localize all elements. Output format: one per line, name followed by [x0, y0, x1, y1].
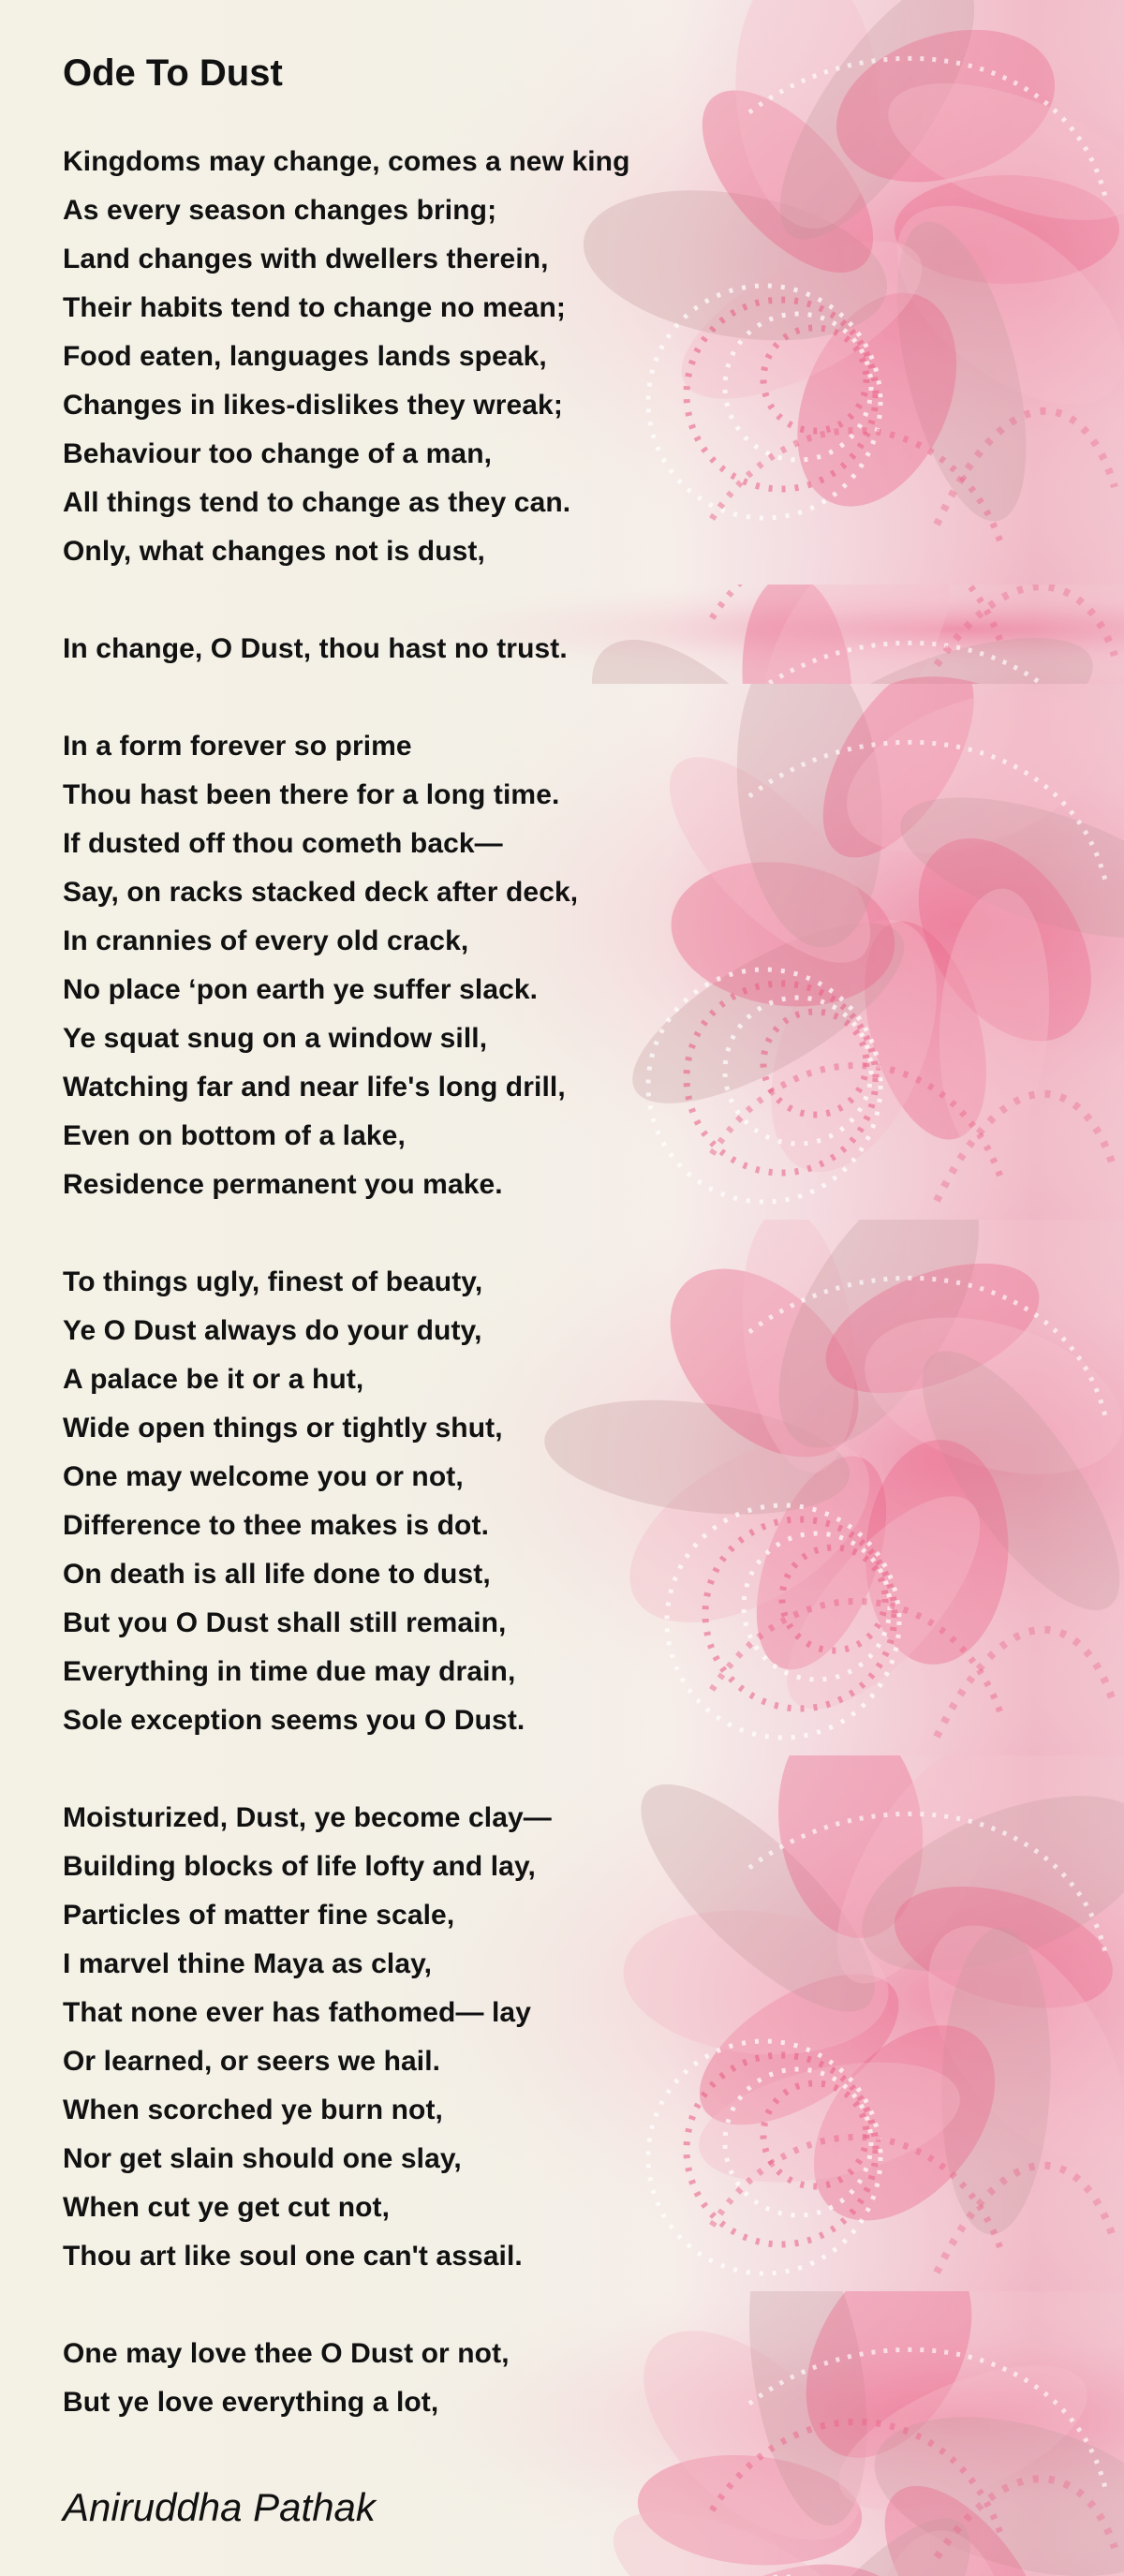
poem-line: Or learned, or seers we hail. — [63, 2046, 441, 2077]
poem-line: Changes in likes-dislikes they wreak; — [63, 390, 563, 421]
poem-line: Particles of matter fine scale, — [63, 1900, 455, 1931]
poem-line: Ye squat snug on a window sill, — [63, 1023, 488, 1054]
poem-line: When scorched ye burn not, — [63, 2095, 443, 2125]
poem-title: Ode To Dust — [63, 52, 283, 94]
poem-line: Even on bottom of a lake, — [63, 1120, 406, 1151]
poem-line: Moisturized, Dust, ye become clay— — [63, 1802, 552, 1833]
poem-line: In change, O Dust, thou hast no trust. — [63, 633, 568, 664]
poem-line: In a form forever so prime — [63, 731, 412, 762]
poem-line: One may welcome you or not, — [63, 1461, 464, 1492]
poem-line: Sole exception seems you O Dust. — [63, 1705, 525, 1736]
poem-line: Wide open things or tightly shut, — [63, 1413, 503, 1443]
poem-line: Say, on racks stacked deck after deck, — [63, 877, 579, 908]
poem-author: Aniruddha Pathak — [63, 2485, 376, 2529]
poem-line: On death is all life done to dust, — [63, 1559, 491, 1590]
poem-line: Residence permanent you make. — [63, 1169, 503, 1200]
poem-line: One may love thee O Dust or not, — [63, 2338, 510, 2369]
poem-line: Food eaten, languages lands speak, — [63, 341, 547, 372]
poem-line: Nor get slain should one slay, — [63, 2143, 462, 2174]
poem-line: Thou art like soul one can't assail. — [63, 2241, 523, 2272]
poem-line: I marvel thine Maya as clay, — [63, 1948, 433, 1979]
poem-line: Difference to thee makes is dot. — [63, 1510, 490, 1541]
floral-background-panel — [0, 2291, 1124, 2576]
poem-line: Behaviour too change of a man, — [63, 438, 493, 469]
poem-line: All things tend to change as they can. — [63, 487, 571, 518]
poem-line: That none ever has fathomed— lay — [63, 1997, 531, 2028]
poem-line: To things ugly, finest of beauty, — [63, 1266, 483, 1297]
poem-line: Everything in time due may drain, — [63, 1656, 516, 1687]
poem-line: Land changes with dwellers therein, — [63, 244, 549, 274]
poem-line: When cut ye get cut not, — [63, 2192, 391, 2223]
poem-line: Thou hast been there for a long time. — [63, 779, 560, 810]
poem-line: But you O Dust shall still remain, — [63, 1607, 507, 1638]
poem-line: If dusted off thou cometh back— — [63, 828, 503, 859]
poem-line: Only, what changes not is dust, — [63, 536, 485, 567]
poem-line: Ye O Dust always do your duty, — [63, 1315, 482, 1346]
poem-line: But ye love everything a lot, — [63, 2387, 439, 2418]
poem-line: Their habits tend to change no mean; — [63, 292, 566, 323]
poem-line: In crannies of every old crack, — [63, 925, 469, 956]
poem-line: Building blocks of life lofty and lay, — [63, 1851, 536, 1882]
poem-line: Kingdoms may change, comes a new king — [63, 146, 630, 177]
poem-line: Watching far and near life's long drill, — [63, 1072, 566, 1103]
poem-line: A palace be it or a hut, — [63, 1364, 364, 1395]
poem-line: No place ‘pon earth ye suffer slack. — [63, 974, 539, 1005]
poem-line: As every season changes bring; — [63, 195, 497, 226]
